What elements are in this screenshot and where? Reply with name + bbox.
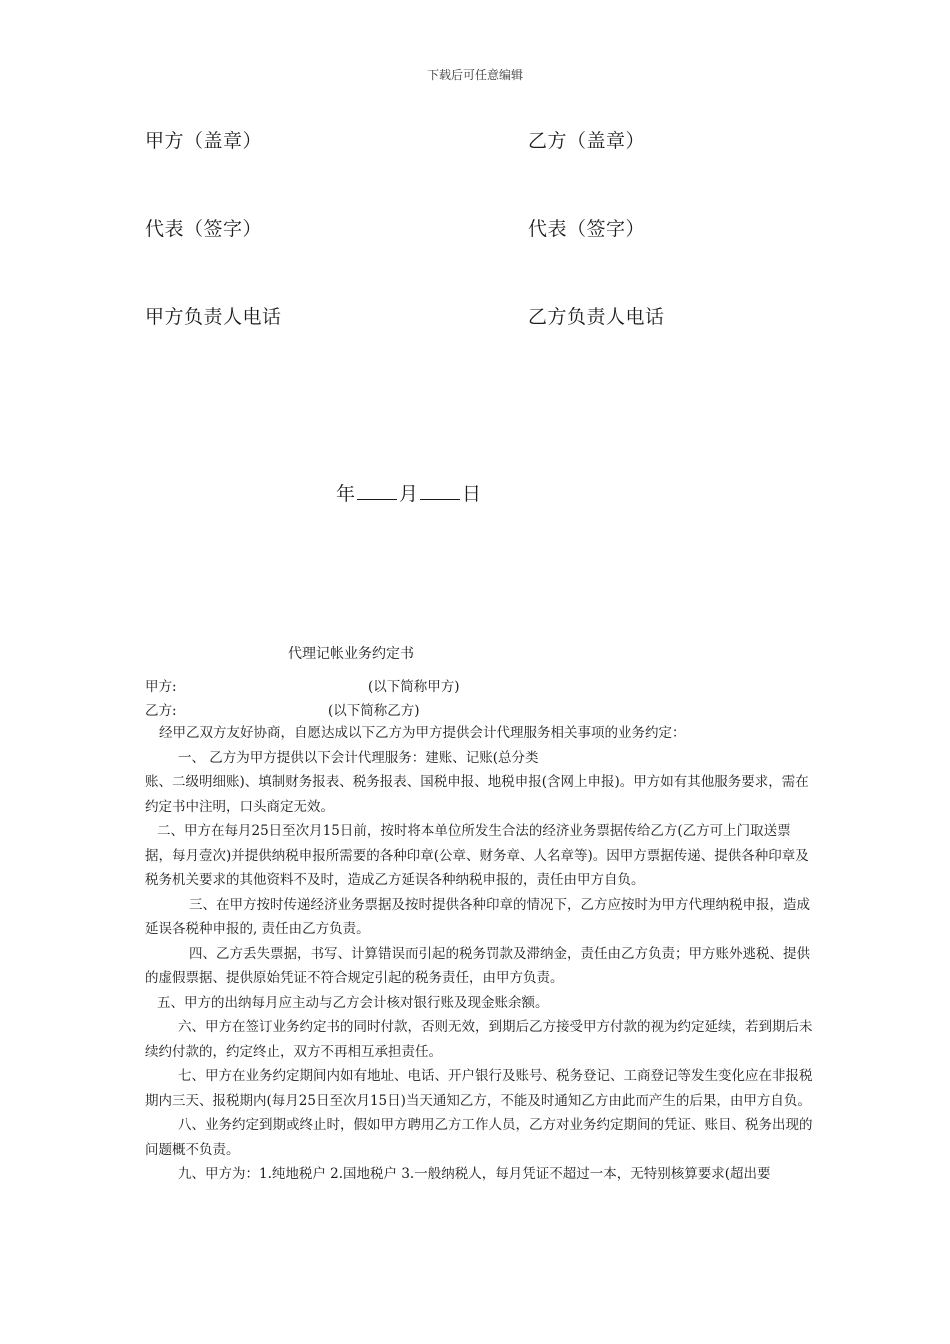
date-day: 日: [462, 483, 482, 505]
clause-4: 四、乙方丢失票据，书写、计算错误而引起的税务罚款及滞纳金，责任由乙方负责；甲方账外逃税、提供的虚假票据、提供原始凭证不符合规定引起的税务责任，由甲方负责。: [145, 945, 810, 986]
contract-body: [145, 721, 817, 1187]
month-blank: [357, 481, 397, 500]
clause-7: 七、甲方在业务约定期间内如有地址、电话、开户银行及账号、税务登记、工商登记等发生变化应在非报税期内三天、报税期内(每月25日至次月15日)当天通知乙方，不能及时通知乙方由此而产生的后果，由甲方自负。: [145, 1068, 813, 1109]
party-a-note: (以下简称甲方): [368, 679, 460, 695]
clause-9: 九、甲方为：1.纯地税户 2.国地税户 3.一般纳税人，每月凭证不超过一本，无特别核算要求(超出要: [178, 1166, 771, 1182]
clause-8: 八、业务约定到期或终止时，假如甲方聘用乙方工作人员，乙方对业务约定期间的凭证、账目、税务出现的问题概不负责。: [145, 1117, 813, 1158]
date-line: [336, 479, 481, 506]
party-b-phone-label: 乙方负责人电话: [528, 306, 665, 328]
party-b-label: 乙方:: [145, 703, 177, 719]
page-header-note: 下载后可任意编辑: [426, 68, 523, 82]
party-a-label: 甲方:: [145, 679, 177, 695]
clause-1-first-line: 一、 乙方为甲方提供以下会计代理服务：建账、记账(总分类: [178, 749, 539, 766]
intro-paragraph: 经甲乙双方友好协商，自愿达成以下乙方为甲方提供会计代理服务相关事项的业务约定：: [159, 725, 686, 741]
clause-3: 三、在甲方按时传递经济业务票据及按时提供各种印章的情况下，乙方应按时为甲方代理纳税申报，造成延误各税种申报的, 责任由乙方负责。: [145, 896, 810, 937]
party-a-seal-label: 甲方（盖章）: [145, 130, 263, 152]
date-month: 月: [399, 483, 419, 505]
clause-2: 二、甲方在每月25日至次月15日前，按时将本单位所发生合法的经济业务票据传给乙方(乙方可上门取送票据，每月壹次)并提供纳税申报所需要的各种印章(公章、财务章、人名章等)。因甲方票据传递、提供各种印章及税务机关要求的其他资料不及时，造成乙方延误各种纳税申报的，责任由甲方自负。: [145, 823, 809, 888]
party-a-rep-label: 代表（签字）: [145, 218, 263, 240]
party-a-phone-label: 甲方负责人电话: [145, 306, 282, 328]
day-blank: [420, 481, 460, 500]
party-b-rep-label: 代表（签字）: [528, 218, 646, 240]
party-b-seal-label: 乙方（盖章）: [528, 130, 646, 152]
clause-1-rest: 账、二级明细账)、填制财务报表、税务报表、国税申报、地税申报(含网上申报)。甲方如有其他服务要求，需在约定书中注明，口头商定无效。: [145, 774, 809, 815]
clause-6: 六、甲方在签订业务约定书的同时付款，否则无效，到期后乙方接受甲方付款的视为约定延续，若到期后未续约付款的，约定终止，双方不再相互承担责任。: [145, 1019, 813, 1060]
clause-5: 五、甲方的出纳每月应主动与乙方会计核对银行账及现金账余额。: [157, 994, 549, 1011]
party-b-note: (以下简称乙方): [328, 703, 420, 719]
date-year: 年: [336, 483, 356, 505]
contract-title: 代理记帐业务约定书: [288, 646, 414, 662]
